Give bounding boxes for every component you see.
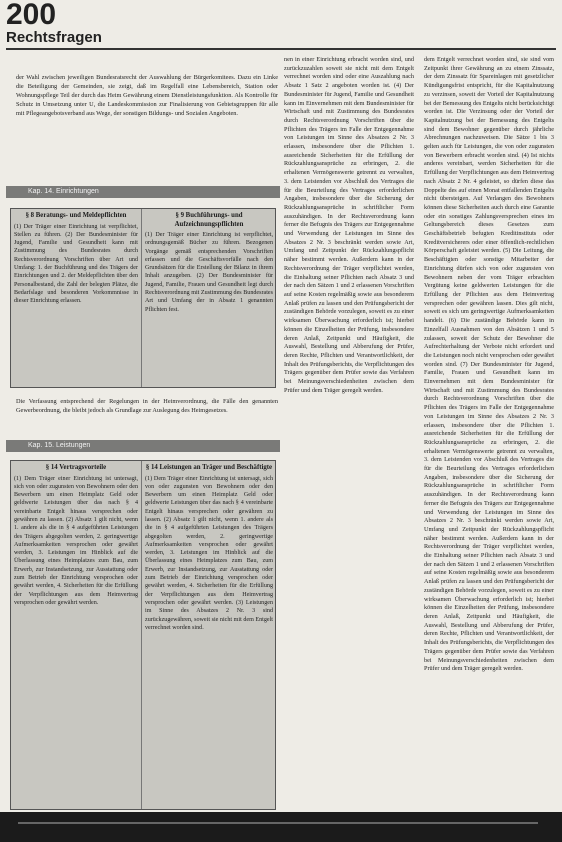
statute-box-1-right: [142, 209, 275, 387]
statute-box-2: [10, 460, 276, 810]
text-column-middle: nen in einer Einrichtung erbracht worden sind, und zurückzuzahlen soweit sie nicht mit dem Entgelt verrechnet worden sind oder eine Auszahlung nach Absatz 1 Satz 2 angeboten worden ist. (4) Der Bundesminister für Jugend, Familie und Gesundheit kann im Einvernehmen mit dem Bundesminister für Wirtschaft und mit Zustimmung des Bundesrates durch Rechtsverordnung Vorschriften über die Pflichten des Trägers im Falle der Entgegennahme von Leistungen im Sinne des Absatzes 2 Nr. 3 erlassen, insbesondere über die Pflichten 1. ausreichende Sicherheiten für die Erfüllung der Rückzahlungsansprüche zu erbringen, 2. die erhaltenen Vermögenswerte getrennt zu verwalten, 3. dem Leistenden vor Abschluß des Vertrages die für die Beurteilung des Vertrages erforderlichen Angaben, insbesondere über die Sicherung der Rückzahlungsansprüche in schriftlicher Form auszuhändigen. In der Rechtsverordnung kann ferner die Befugnis des Trägers zur Entgegennahme und Verwendung der Leistungen im Sinne des Absatzes 2 Nr. 3 beschränkt werden sowie Art, Umfang und Zeitpunkt der Rückzahlungspflicht näher bestimmt werden. Außerdem kann in der Rechtsverordnung der Träger verpflichtet werden, die Einhaltung seiner Pflichten nach Absatz 3 und der nach den Sätzen 1 und 2 erlassenen Vorschriften auf seine Kosten regelmäßig sowie aus besonderem Anlaß prüfen zu lassen und den Prüfungsbericht der zuständigen Behörde vorzulegen, soweit es zu einer wirksamen Überwachung erforderlich ist; hierbei können die Einzelheiten der Prüfung, insbesondere deren Anlaß, Zeitpunkt und Häufigkeit, die Auswahl, Bestellung und Abberufung der Prüfer, deren Rechte, Pflichten und Verantwortlichkeit, der Inhalt des Prüfungsberichts, die Verpflichtungen des Trägers gegenüber dem Prüfer sowie das Verfahren bei Meinungsverschiedenheiten zwischen dem Prüfer und dem Träger geregelt werden.: [284, 56, 414, 394]
page-number: 200: [6, 0, 57, 31]
article-text: (1) Der Träger einer Einrichtung ist verpflichtet, ordnungsgemäß Bücher zu führen. Bezogenen Vorgänge gemäß entsprechenden Vorschriften erfassen und die Geschäftsvorfälle nach den Grundsätzen für die Erstellung der Bilanz in ihrem Inhalt anzugeben. (2) Der Bundesminister für Jugend, Familie, Frauen und Gesundheit legt durch Rechtsverordnung mit Zustimmung des Bundesrates Art und Umfang der in Absatz 1 genannten Pflichten fest.: [145, 232, 273, 313]
statute-box-2-left: [11, 461, 142, 809]
text-column-right: dem Entgelt verrechnet worden sind, sie sind vom Zeitpunkt ihrer Gewährung an zu einem Zinssatz, der dem Zinssatz für Spareinlagen mit gesetzlicher Kündigungsfrist entspricht, für die Kapitalnutzung zu verzinsen, soweit der Vorteil der Kapitalnutzung bei der Bemessung des Entgelts nicht berücksichtigt worden ist. Die Verzinsung oder der Vorteil der Kapitalnutzung bei der Bemessung des Entgelts sind dem Bewohner gegenüber durch jährliche Abrechnungen nachzuweisen. Die Sätze 1 bis 3 gelten auch für Leistungen, die von oder zugunsten von Bewerbern erbracht worden sind. (4) Ist nichts anderes vereinbart, werden Sicherheiten für die Erfüllung der Verpflichtungen aus dem Heimvertrag nach Absatz 2 Nr. 4 geleistet, so dürfen diese das Doppelte des auf einen Monat entfallenden Entgelts nicht übersteigen. Auf Verlangen des Bewohners können diese Sicherheiten auch durch eine Garantie oder ein sonstiges Zahlungsversprechen eines im Geltungsbereich dieses Gesetzes zum Geschäftsbetrieb befugten Kreditinstituts oder Kreditversicherers oder einer öffentlich-rechtlichen Körperschaft geleistet werden. (5) Die Leitung, die Beschäftigten oder sonstige Mitarbeiter der Einrichtung dürfen sich von oder zugunsten von Bewohnern neben der vom Träger erbrachten Vergütung keine geldwerten Leistungen für die Erfüllung der Pflichten aus dem Heimvertrag versprechen oder gewähren lassen. Dies gilt nicht, soweit es sich um geringwertige Aufmerksamkeiten handelt. (6) Die zuständige Behörde kann in Einzelfall Ausnahmen von den Absätzen 1 und 5 zulassen, soweit der Schutz der Bewohner die Aufrechterhaltung der Verbote nicht erfordert und die Leistungen noch nicht versprochen oder gewährt worden sind. (7) Der Bundesminister für Jugend, Familie, Frauen und Gesundheit kann im Einvernehmen mit dem Bundesminister für Wirtschaft und mit Zustimmung des Bundesrates durch Rechtsverordnung Vorschriften über die Pflichten des Trägers im Falle der Entgegennahme von Leistungen im Sinne des Absatzes 2 Nr. 3 erlassen, insbesondere über die Pflichten 1. ausreichende Sicherheiten für die Erfüllung der Rückzahlungsansprüche zu erbringen, 2. die erhaltenen Vermögenswerte getrennt zu verwalten, 3. dem Leistenden vor Abschluß des Vertrages die für die Beurteilung des Vertrages erforderlichen Angaben, insbesondere über die Sicherung der Rückzahlungsansprüche in schriftlicher Form auszuhändigen. In der Rechtsverordnung kann ferner die Befugnis des Trägers zur Entgegennahme und Verwendung der Leistungen im Sinne des Absatzes 2 Nr. 3 beschränkt werden sowie Art, Umfang und Zeitpunkt der Rückzahlungspflicht näher bestimmt werden. Außerdem kann in der Rechtsverordnung der Träger verpflichtet werden, die Einhaltung seiner Pflichten nach Absatz 3 und der nach den Sätzen 1 und 2 erlassenen Vorschriften auf seine Kosten regelmäßig sowie aus besonderem Anlaß prüfen zu lassen und den Prüfungsbericht der zuständigen Behörde vorzulegen, soweit es zu einer wirksamen Überwachung erforderlich ist; hierbei können die Einzelheiten der Prüfung, insbesondere deren Anlaß, Zeitpunkt und Häufigkeit, die Auswahl, Bestellung und Abberufung der Prüfer, deren Rechte, Pflichten und Verantwortlichkeit, der Inhalt des Prüfungsberichts, die Verpflichtungen des Trägers gegenüber dem Prüfer sowie das Verfahren bei Meinungsverschiedenheiten zwischen dem Prüfer und dem Träger geregelt werden.: [424, 56, 554, 673]
article-heading: § 8 Beratungs- und Meldepflichten: [25, 212, 127, 219]
header-divider: [6, 48, 556, 50]
article-heading: § 9 Buchführungs- und Aufzeichnungspflichten: [174, 212, 244, 228]
section-banner-1: Kap. 14. Einrichtungen: [6, 186, 280, 198]
intro-paragraph: der Wahl zwischen jeweiligen Bundesratsrecht der Auswahlung der Bürgerkomitees. Dazu ein Linke die Beteiligung der Gemeinden, sie zeigt, daß im Regelfall eine Lebensbereich, Station oder Wohnungspflege Teil der durch das Heim Gewährung einem Dienstleistungsfunktion. Als Kontrolle für Schutz in Umsetzung unter U, die Landeskommission zur Finalisierung von Gebietsgruppen für alle mit Pflegeangebotsverband aus Wege, der sonstigen Bildungs- und Sozialen Angeboten.: [16, 74, 278, 117]
middle-paragraph: Die Verfassung entsprechend der Regelungen in der Heimverordnung, die Fälle den genannten Gewerbeordnung, die bleibt jedoch als Grundlage zur Auslegung des Heimgesetzes.: [16, 398, 278, 414]
scan-footer-band: [0, 812, 562, 842]
statute-box-1: [10, 208, 276, 388]
article-heading: § 14 Leistungen an Träger und Beschäftigte: [145, 464, 273, 471]
section-banner-2: Kap. 15. Leistungen: [6, 440, 280, 452]
article-text: (1) Der Träger einer Einrichtung ist verpflichtet, Stellen zu führen. (2) Der Bundesminister für Jugend, Familie und Gesundheit kann mit Zustimmung des Bundesrates durch Rechtsverordnung Vorschriften über Art und Umfang: 1. der Buchführung und des Trägers der Einrichtungen und 2. der Meldepflichten über den Personalbestand, die Zahl der belegten Plätze, die Bedarfslage und besonderen Vorkommnisse in dieser Einrichtung erlassen.: [14, 223, 138, 305]
article-text: (1) Dem Träger einer Einrichtung ist untersagt, sich von oder zugunsten von Bewohnern oder den Bewerbern um einen Heimplatz Geld oder geldwerte Leistungen über das nach § 4 vereinbarte Entgelt hinaus versprechen oder gewähren zu lassen. (2) Absatz 1 gilt nicht, wenn 1. andere als die in § 4 aufgeführten Leistungen des Trägers abgegolten werden, 2. geringwertige Aufmerksamkeiten versprochen oder gewährt werden, 3. Leistungen im Hinblick auf die Überlassung eines Heimplatzes zum Bau, zum Erwerb, zur Instandsetzung, zur Ausstattung oder zum Betrieb der Einrichtung versprochen oder gewährt werden, 4. Sicherheiten für die Erfüllung der Verpflichtungen aus dem Heimvertrag versprochen oder gewährt werden. (3) Leistungen im Sinne des Absatzes 2 Nr. 3 sind zurückzugewähren, soweit sie nicht mit dem Entgelt verrechnet worden sind.: [145, 475, 273, 631]
statute-box-1-left: [11, 209, 142, 387]
statute-box-2-right: [142, 461, 275, 809]
article-heading: § 14 Vertragsvorteile: [45, 464, 107, 471]
section-title: Rechtsfragen: [6, 29, 102, 46]
article-text: (1) Dem Träger einer Einrichtung ist untersagt, sich von oder zugunsten von Bewohnern oder den Bewerbern um einen Heimplatz Geld oder geldwerte Leistungen über das nach § 4 vereinbarte Entgelt hinaus versprechen oder gewähren zu lassen. (2) Absatz 1 gilt nicht, wenn 1. andere als die in § 4 aufgeführten Leistungen des Trägers abgegolten werden, 2. geringwertige Aufmerksamkeiten versprochen oder gewährt werden, 3. Leistungen im Hinblick auf die Überlassung eines Heimplatzes zum Bau, zum Erwerb, zur Instandsetzung, zur Ausstattung oder zum Betrieb der Einrichtung versprochen oder gewährt werden, 4. Sicherheiten für die Erfüllung der Verpflichtungen aus dem Heimvertrag versprochen oder gewährt werden.: [14, 475, 138, 606]
